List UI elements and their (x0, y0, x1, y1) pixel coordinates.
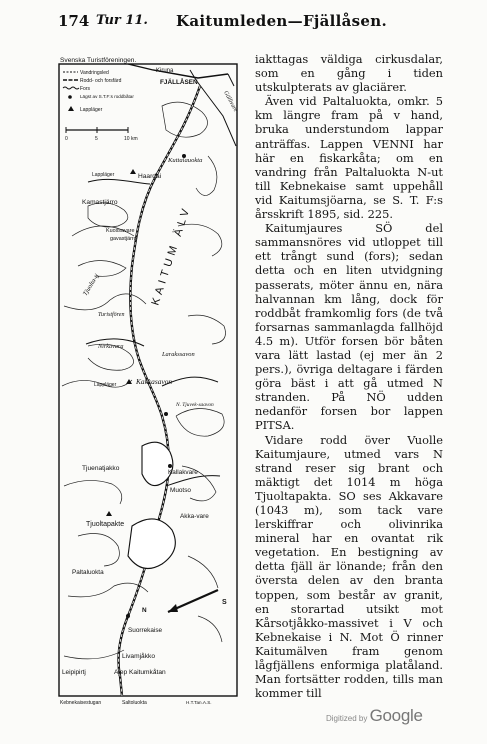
scale-bar (65, 127, 138, 142)
label-larakssavon: Larakssavon (162, 351, 195, 358)
legend-item-lapplager: Lappläger (80, 107, 103, 113)
page-title: Kaitumleden—Fjällåsen. (176, 12, 387, 30)
label-lapplager-1: Lappläger (92, 172, 115, 178)
label-kuttaluokta: Kuttalauokta (168, 157, 203, 164)
paragraph-1: iakttagas väldiga cirkusdalar, som en gång i tiden utskulpterats av glaciärer. (255, 52, 443, 95)
label-gallivare: Gällivare (222, 90, 239, 114)
label-fjallasen: FJÄLLÅSEN (160, 79, 198, 86)
label-paltaluokta: Paltaluokta (72, 569, 104, 576)
label-tjuoltapakte: Tjuoltapakte (86, 521, 125, 528)
label-lapplager-2: Lappläger (94, 382, 117, 388)
digitized-watermark (326, 706, 423, 726)
google-logo: Google (369, 706, 423, 725)
label-saltoluokta: Saltoluokta (122, 700, 147, 706)
label-leipipirtj: Leipipirtj (62, 669, 86, 676)
legend-item-roddbatar: Lägst av S.T.F:s roddbåtar (80, 94, 134, 99)
label-kebnekaisestugan: Kebnekaisestugan (60, 700, 102, 706)
digitized-by-label: Digitized by (326, 714, 368, 723)
label-tjuvek: N. Tjuvek-saavon (176, 402, 214, 408)
map-publisher: Svenska Turistföreningen. (60, 57, 137, 64)
paragraph-3: Kaitumjaures SÖ del sammansnöres vid utloppet till ett trångt sund (fors); sedan detta och en liten utvidgning passerats, möter ännu en, nära halvannan km lång, dock för roddbåt framkomlig fors (de två forsarnas sammanlagda fallhöjd 4.5 m). Utför forsen bör båten vara lätt lastad (ej mer än 2 pers.), övriga deltagare i färden göra bäst i att gå utmed N stranden. På NÖ udden nedanför forsen bor lappen PITSA. (255, 221, 443, 433)
railway-line (128, 64, 228, 78)
page-header (58, 12, 458, 32)
legend-item-fors: Fors (80, 86, 90, 92)
label-kallakvare: Kallakvare (168, 469, 198, 476)
paragraph-4: Vidare rodd över Vuolle Kaitumjaure, utmed vars N strand reser sig brant och mäktigt det 1014 m höga Tjuoltapakta. SO ses Akkavare (1043 m), som tack vare lerskiffrar och olivinrika mineral har en ovantat rik vegetation. En bestigning av detta fjäll är lönande; från den översta delen av den branta toppen, som består av granit, en storartad utsikt mot Kårsotjåkko-massivet i V och Kebnekaise i N. Mot Ö rinner Kaitumälven fram genom lågfjällens enformiga platåland. Man fortsätter rodden, tills man kommer till (255, 432, 443, 701)
label-kaitumkatan: Ajep Kaitumkåtan (114, 669, 166, 676)
page-number: 174 (58, 12, 90, 30)
map-legend (63, 70, 134, 113)
label-akkavare: Akka-vare (180, 513, 209, 520)
lake-vuolle (128, 519, 175, 569)
label-kaitum-alv: KAITUM ÄLV (149, 203, 194, 307)
label-nirkavara: Nirkavara (98, 343, 124, 350)
label-haardai: Haardai (138, 173, 162, 180)
label-muotso: Muotso (170, 487, 191, 494)
scale-label-5: 5 (95, 136, 98, 142)
label-livamjakko: Livamjåkko (122, 653, 155, 660)
label-kiruna: Kiruna (156, 68, 174, 74)
paragraph-2: Även vid Paltaluokta, omkr. 5 km längre fram på v hand, bruka understundom lappar anträffas. Lappen VENNI har här en fiskarkåta; om en vandring från Paltaluokta N-ut till Kebnekaise samt uppehåll vid Kaitumsjöarna, se S. T. F:s årsskrift 1895, sid. 225. (255, 94, 443, 222)
label-kakkasavon: Kakkasavon (136, 377, 173, 386)
tour-label: Tur 11. (96, 13, 148, 28)
label-kuossavare: Kuossavare (106, 228, 135, 234)
body-text (255, 52, 443, 700)
route-map (58, 56, 240, 708)
scale-label-10: 10 km (124, 136, 138, 142)
scale-label-0: 0 (65, 136, 68, 142)
label-gavastjarro: gavastjärro (110, 236, 137, 242)
label-s: S (222, 599, 227, 606)
label-tjuolta: Tjuolta-tj (81, 272, 101, 298)
legend-item-vandringsled: Vandringsled (80, 70, 109, 76)
label-kamastjarro: Kamastjärro (82, 199, 118, 206)
map-printer-note: H.T.Tan.A.S. (186, 700, 212, 705)
label-tjuenatjakko: Tjuenatjakko (82, 465, 120, 472)
label-turistforen: Turistfören (98, 312, 125, 318)
legend-item-rodd: Rodd- och forsfärd (80, 78, 122, 84)
label-suorrekaise: Suorrekaise (128, 627, 163, 634)
label-n: N (142, 607, 147, 614)
